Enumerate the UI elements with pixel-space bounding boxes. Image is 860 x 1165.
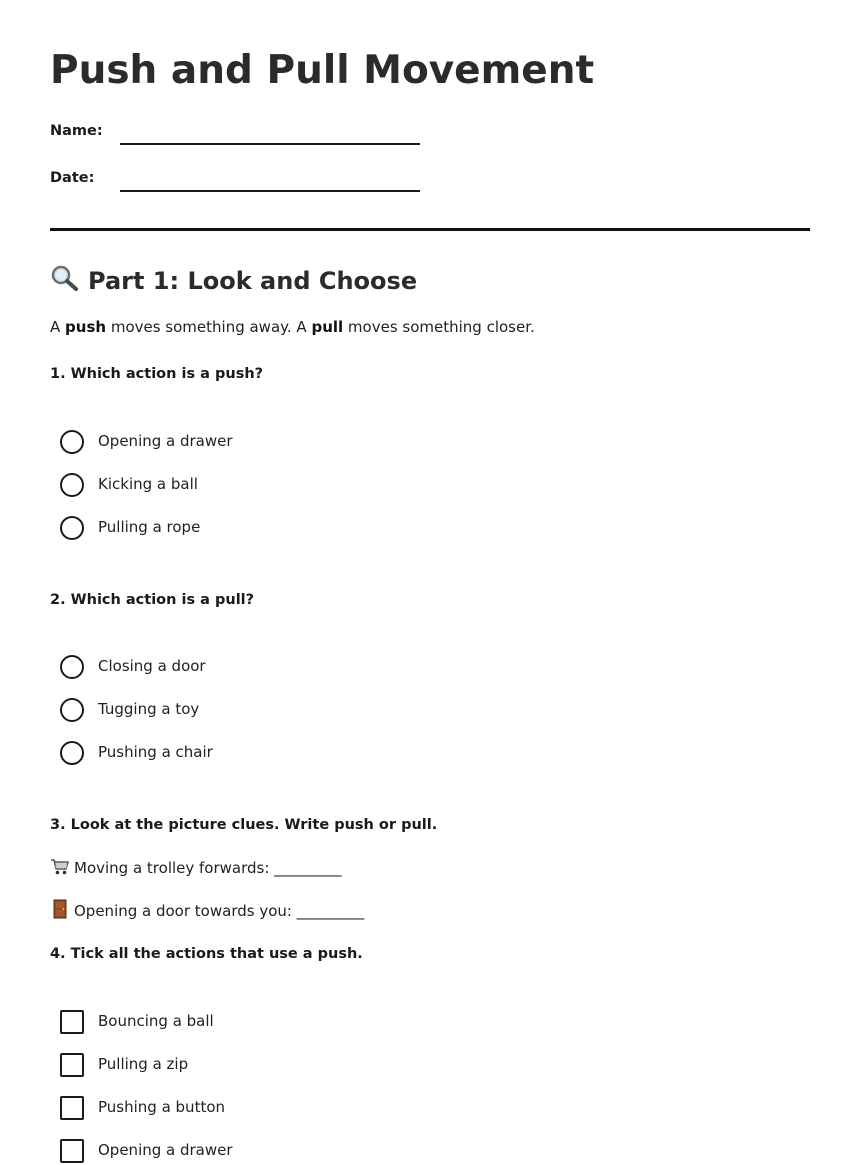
- q4-option-1[interactable]: [60, 1010, 460, 1036]
- q4-option-2[interactable]: [60, 1053, 460, 1079]
- checkbox[interactable]: [60, 1010, 84, 1034]
- intro-pull: pull: [311, 318, 344, 336]
- question-4: 4. Tick all the actions that use a push.: [50, 946, 363, 962]
- date-label: Date:: [50, 170, 95, 186]
- radio-button[interactable]: [60, 516, 84, 540]
- option-label: Bouncing a ball: [98, 1012, 214, 1030]
- option-label: Pulling a rope: [98, 518, 201, 536]
- date-field[interactable]: [50, 168, 450, 198]
- q4-option-3[interactable]: [60, 1096, 460, 1122]
- shopping-cart-icon: [50, 858, 70, 880]
- option-label: Kicking a ball: [98, 475, 198, 493]
- question-1: 1. Which action is a push?: [50, 366, 264, 382]
- radio-button[interactable]: [60, 473, 84, 497]
- section-title-text: Part 1: Look and Choose: [88, 267, 418, 295]
- option-label: Pushing a button: [98, 1098, 226, 1116]
- door-icon: [50, 899, 70, 923]
- intro-part: moves something closer.: [343, 318, 535, 336]
- option-label: Tugging a toy: [98, 700, 200, 718]
- q1-option-3[interactable]: [60, 516, 460, 542]
- intro-part: A: [50, 318, 66, 336]
- q2-option-1[interactable]: [60, 655, 460, 681]
- name-line[interactable]: [120, 143, 420, 145]
- intro-text: [50, 318, 535, 336]
- radio-button[interactable]: [60, 655, 84, 679]
- checkbox[interactable]: [60, 1096, 84, 1120]
- option-label: Closing a door: [98, 657, 206, 675]
- option-label: Opening a drawer: [98, 432, 233, 450]
- radio-button[interactable]: [60, 698, 84, 722]
- q1-option-2[interactable]: [60, 473, 460, 499]
- option-label: Pulling a zip: [98, 1055, 189, 1073]
- date-line[interactable]: [120, 190, 420, 192]
- intro-part: moves something away. A: [106, 318, 312, 336]
- checkbox[interactable]: [60, 1053, 84, 1077]
- name-label: Name:: [50, 123, 103, 139]
- q1-option-1[interactable]: [60, 430, 460, 456]
- checkbox[interactable]: [60, 1139, 84, 1163]
- q2-option-3[interactable]: [60, 741, 460, 767]
- name-field[interactable]: [50, 121, 450, 151]
- clue-text: Moving a trolley forwards: _________: [74, 859, 342, 877]
- page-title: Push and Pull Movement: [50, 48, 595, 93]
- intro-push: push: [65, 318, 107, 336]
- option-label: Pushing a chair: [98, 743, 213, 761]
- clue-text: Opening a door towards you: _________: [74, 902, 365, 920]
- q4-option-4[interactable]: [60, 1139, 460, 1165]
- clue-trolley: [50, 858, 342, 880]
- divider: [50, 228, 810, 231]
- option-label: Opening a drawer: [98, 1141, 233, 1159]
- question-2: 2. Which action is a pull?: [50, 592, 255, 608]
- q2-option-2[interactable]: [60, 698, 460, 724]
- magnifying-glass-icon: [50, 264, 80, 298]
- radio-button[interactable]: [60, 741, 84, 765]
- question-3: 3. Look at the picture clues. Write push or pull.: [50, 817, 438, 833]
- radio-button[interactable]: [60, 430, 84, 454]
- clue-door: [50, 899, 364, 923]
- section-title: [50, 264, 417, 298]
